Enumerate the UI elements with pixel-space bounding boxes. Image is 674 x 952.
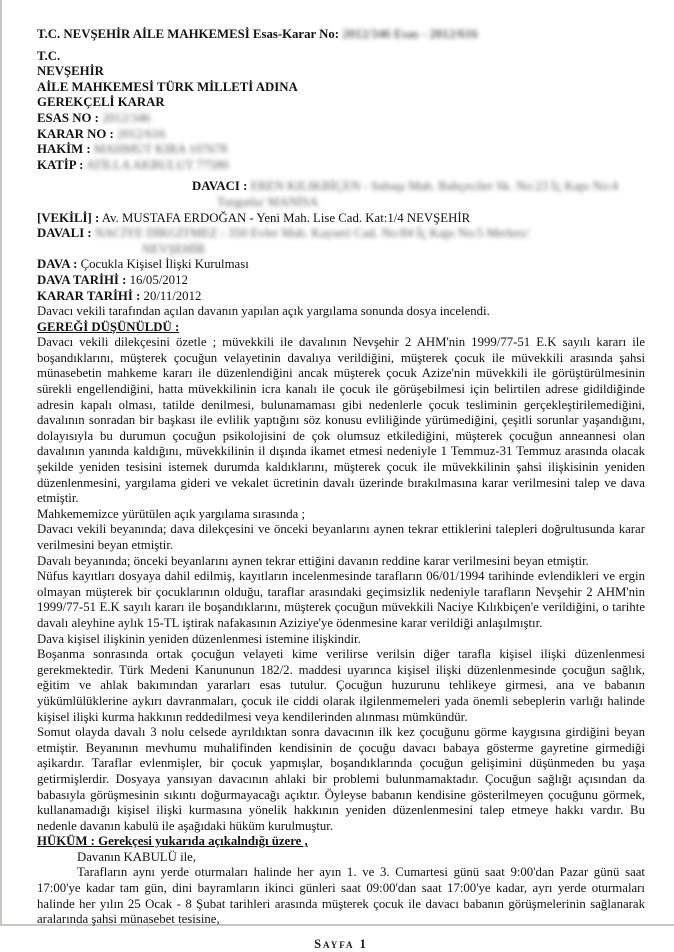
hakim-label: HAKİM : [37, 142, 91, 157]
katip-value-redacted: ATİLLA AKBULUT 77580 [85, 157, 229, 172]
intro-sentence: Davacı vekili tarafından açılan davanın yapılan açık yargılama sonunda dosya incelendi. [37, 304, 490, 319]
paragraph-defendant-statement: Davalı beyanında; önceki beyanlarını aynen tekrar ettiğini davanın reddine karar verilmesini beyan etmiştir. [37, 553, 589, 568]
field-hakim [37, 142, 645, 158]
field-vekili [37, 211, 645, 227]
field-davaci [37, 179, 645, 195]
paragraph-legal-basis: Boşanma sonrasında ortak çocuğun velayeti kime verilirse verilsin diğer tarafla kişisel ilişki düzenlenmesi gerekmektedir. Türk Medeni Kanununun 182/2. maddesi uyarınca kişisel ilişki düzenlenmesinde çocuğun sağlık, eğitim ve ahlak bakımından yararları esas tutulur. Çocuğun huzurunu tehlikeye girmesi, ana ve babanın yükümlülüklerine aykırı davranmaları, çocuk ile ciddi olarak ilgilenmemeleri yada önemli sebeplerin varlığı halinde kişisel ilişki kurma hakkının reddedilmesi veya kendilerinden alınması mümkündür. [37, 647, 645, 724]
dava-tarihi-label: DAVA TARİHİ : [37, 272, 127, 287]
katip-label: KATİP : [37, 157, 84, 172]
davali-value2-redacted: NEVŞEHİR [142, 241, 206, 256]
field-davaci-line2 [37, 195, 645, 211]
paragraph-trial-intro: Mahkememizce yürütülen açık yargılama sırasında ; [37, 506, 306, 521]
dava-label: DAVA : [37, 257, 78, 272]
case-reference-line [37, 27, 645, 43]
field-dava-tarihi [37, 273, 645, 289]
verdict-item-visitation-schedule: Tarafların aynı yerde oturmaları halinde her ayın 1. ve 3. Cumartesi günü saat 9:00'dan Pazar günü saat 17:00'ye kadar tam gün, dini bayramların ikinci günleri saat 09:00'dan saat 17:00'ye kadar, ayrı yerde oturmaları halinde her yılın 25 Ocak - 8 Şubat tarihleri arasında müşterek çocuk ile davacı babanın görüşmelerinin sağlanarak aralarında şahsi münasebet tesisine, [37, 865, 645, 927]
paragraph-claim-summary: Davacı vekili dilekçesini özetle ; müvekkili ile davalının Nevşehir 2 AHM'nin 1999/77-51 E.K sayılı kararı ile boşandıklarını, müşterek çocuğun velayetinin davalıya verildiğini, müşterek çocuk ile müvekkili arasında şahsi münasebetin mahkeme kararı ile düzenlendiğini ancak müşterek çocuk Azize'nin müvekkili ile görüştürülmesinin sürekli engellendiğini, hatta müvekkilinin icra kanalı ile çocuk ile görüşebilmesi için belirtilen adrese gidildiğinde adresin kapalı olması, tatilde denilmesi, bulunamaması gibi nedenlerle çocuk tesliminin gerçekleştirilemediğini, davalının sonradan bir başkası ile evlilik yaptığını söz konusu evliliğinde yürümediğini, çeşitli sorunlar yaşandığını, dolayısıyla bu durumun çocuğun psikolojisini de çok olumsuz etkilediğini, müşterek çocuğun anneannesi olan davalının yanında kaldığını, müvekkilinin il dışında ikamet etmesi nedeniyle 1 Temmuz-31 Temmuz arasında olacak şekilde yeniden tesisini istemek durumda kaldıklarını, müşterek çocuk ile müvekkilinin şahsi ilişkisinin yeniden düzenlenmesini, yargılama gideri ve vekalet ücretinin davalı üzerinde bırakılmasına karar verilmesini talep ve dava etmiştir. [37, 335, 645, 506]
davaci-label: DAVACI : [192, 179, 248, 194]
vekili-label: [VEKİLİ] : [37, 210, 100, 225]
field-dava [37, 257, 645, 273]
hukum-heading-text: HÜKÜM : Gerekçesi yukarıda açıkalndığı üzere , [37, 834, 308, 849]
section-heading-hukum [37, 834, 645, 850]
paragraph-plaintiff-statement: Davacı vekili beyanında; dava dilekçesini ve önceki beyanlarını aynen tekrar ettiklerini talepleri doğrultusunda karar verilmesini beyan etmiştir. [37, 522, 645, 552]
page-number-footer: Sayfa 1 [314, 936, 368, 951]
field-davali-line2 [37, 242, 645, 258]
heading-city: NEVŞEHİR [37, 64, 104, 79]
heading-doc-type: GEREKÇELİ KARAR [37, 95, 165, 110]
heading-court: AİLE MAHKEMESİ TÜRK MİLLETİ ADINA [37, 79, 298, 94]
paragraph-case-subject: Dava kişisel ilişkinin yeniden düzenlenmesi istemine ilişkindir. [37, 631, 361, 646]
dava-tarihi-value: 16/05/2012 [129, 272, 188, 287]
field-karar-no [37, 127, 645, 143]
esas-no-value-redacted: 2012/346 [102, 110, 151, 125]
davaci-value2-redacted: Turgutlu/ MANİSA [217, 194, 319, 209]
vekili-value: Av. MUSTAFA ERDOĞAN - Yeni Mah. Lise Cad. Kat:1/4 NEVŞEHİR [101, 210, 471, 225]
davali-label: DAVALI : [37, 226, 92, 241]
davaci-value-redacted: EREN KILIKBİÇEN - Subaşı Mah. Bahçeciler Sk. No:23 İç Kapı No:4 [250, 179, 619, 194]
field-katip [37, 158, 645, 174]
section-heading-geregi: GEREĞİ DÜŞÜNÜLDÜ : [37, 319, 180, 334]
field-davali [37, 226, 645, 242]
karar-no-value-redacted: 2012/616 [116, 126, 166, 141]
case-reference-number-redacted: 2012/346 Esas - 2012/616 [342, 27, 478, 41]
paragraph-case-assessment: Somut olayda davalı 3 nolu celsede ayrıldıktan sonra davacının ilk kez çocuğunu görme kaygısına girdiğini beyan etmiştir. Beyanının mevhumu muhalifinden kendisinin de çocuğu davacı babaya gösterme gayretine girmediği aşikardır. Taraflar evlenmişler, bir çocuk yapmışlar, boşandıklarında çocuğun gelişimini düşünmeden bu yaşa getirmişlerdir. Dosyaya yansıyan davacının ahlaki bir problemi bulunmamaktadır. Çocuğun sağlığı açısından da babasıyla görüşmesinin sıkıntı doğurmayacağı açıktır. Öyleyse babanın kendisine gösterilmeyen çocuğunu görmek, kullanamadığı kişisel ilişki kurmasına yönelik hakkının yeniden düzenlenmesini talep etmeye hakkı vardır. Bu nedenle davanın kabulü ile aşağıdaki hüküm kurulmuştur. [37, 725, 645, 833]
karar-tarihi-label: KARAR TARİHİ : [37, 288, 141, 303]
esas-no-label: ESAS NO : [37, 110, 99, 125]
verdict-item-acceptance: Davanın KABULÜ ile, [77, 849, 197, 864]
davali-value-redacted: NACİYE DİKGİTMEZ - 350 Evler Mah. Kayseri Cad. No:84 İç Kapı No:5 Merkez/ [94, 226, 530, 241]
field-esas-no [37, 111, 645, 127]
hakim-value-redacted: MAHMUT KIRA 107678 [93, 142, 228, 157]
heading-tc: T.C. [37, 48, 61, 63]
karar-no-label: KARAR NO : [37, 126, 114, 141]
paragraph-registry-findings: Nüfus kayıtları dosyaya dahil edilmiş, kayıtların incelenmesinde tarafların 06/01/1994 tarihinde evlendikleri ve ergin olmayan müşterek bir çocuklarının olduğu, taraflar arasındaki geçimsizlik nedeniyle tarafların Nevşehir 2 AHM'nin 1999/77-51 E.K sayılı kararı ile boşandıklarını, müşterek çocuğun müvekkili Naciye Kılıkbiçen'e verildiğini, o tarihte davalı aleyhine aylık 15-TL iştirak nafakasının Aziziye'ye ödenmesine karar verildiği anlaşılmıştır. [37, 569, 645, 630]
case-reference-label: T.C. NEVŞEHİR AİLE MAHKEMESİ Esas-Karar No: [37, 27, 340, 41]
karar-tarihi-value: 20/11/2012 [143, 288, 202, 303]
field-karar-tarihi [37, 289, 645, 305]
dava-value: Çocukla Kişisel İlişki Kurulması [80, 257, 249, 272]
